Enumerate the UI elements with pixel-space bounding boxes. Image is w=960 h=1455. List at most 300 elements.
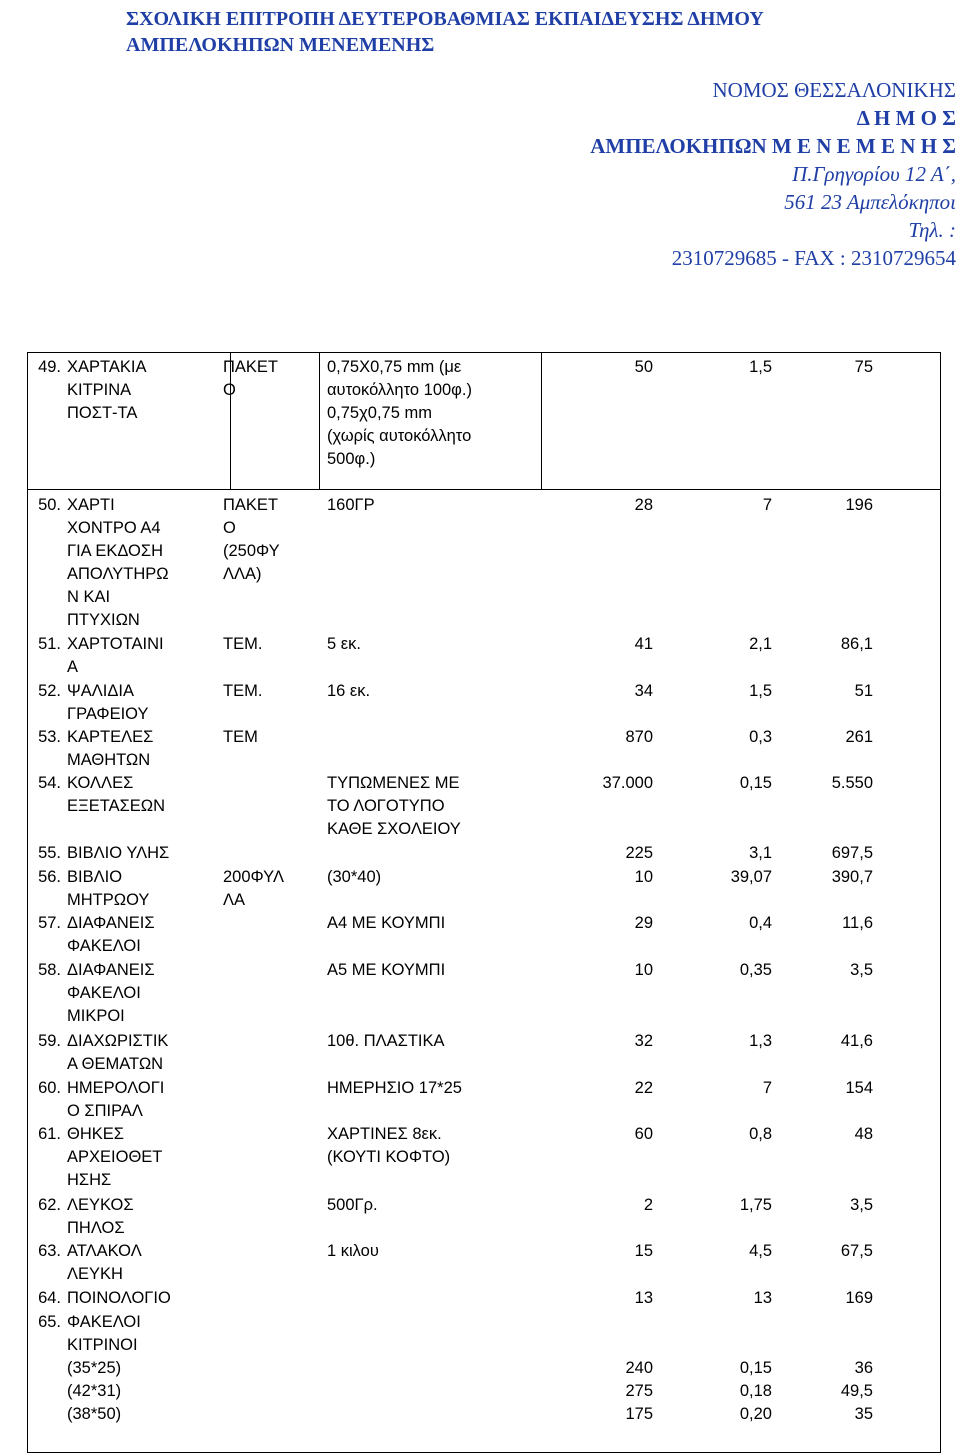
spacer-cell — [317, 772, 327, 842]
unit-price-cell — [659, 680, 780, 726]
cell-line: 1,5 — [749, 358, 772, 376]
table-row — [27, 1311, 915, 1452]
table-row — [27, 912, 915, 959]
cell-line: 3,1 — [749, 844, 772, 862]
quantity-cell — [535, 1240, 659, 1287]
cell-line: ΜΙΚΡΟΙ — [67, 1007, 125, 1025]
item-number: 52. — [38, 682, 61, 700]
cell-line: αυτοκόλλητο 100φ.) — [327, 381, 472, 399]
cell-line: (30*40) — [327, 868, 382, 886]
cell-line — [659, 1334, 772, 1357]
cell-line: ΧΑΡΤΙΝΕΣ 8εκ. — [327, 1125, 442, 1143]
item-name — [67, 633, 217, 679]
cell-line: 196 — [845, 496, 873, 514]
unit-cell — [223, 772, 317, 842]
cell-line: ΨΑΛΙΔΙΑ — [67, 682, 135, 700]
prefecture-line: ΝΟΜΟΣ ΘΕΣΣΑΛΟΝΙΚΗΣ — [712, 78, 956, 102]
quantity-cell — [535, 959, 659, 1030]
item-number: 53. — [38, 728, 61, 746]
item-name — [67, 680, 217, 726]
spacer-cell — [317, 1030, 327, 1077]
total-cell — [780, 866, 915, 912]
unit-cell — [223, 633, 317, 680]
unit-cell — [223, 959, 317, 1030]
cell-line: ΜΗΤΡΩΟΥ — [67, 891, 150, 909]
cell-line: 1,75 — [739, 1196, 772, 1214]
cell-line: 500φ.) — [327, 450, 376, 468]
quantity-cell — [535, 490, 659, 633]
description-cell — [327, 842, 535, 866]
item-name — [67, 1194, 217, 1240]
item-cell — [27, 726, 223, 772]
cell-line: ΘΗΚΕΣ — [67, 1125, 124, 1143]
item-name — [67, 959, 217, 1028]
description-cell — [327, 959, 535, 1030]
total-cell — [780, 726, 915, 772]
cell-line: 22 — [634, 1079, 653, 1097]
unit-price-cell — [659, 490, 780, 633]
item-name — [67, 842, 217, 865]
cell-line: 32 — [634, 1032, 653, 1050]
unit-price-cell — [659, 1287, 780, 1311]
cell-line: 0,20 — [739, 1405, 772, 1423]
quantity-cell — [535, 680, 659, 726]
cell-line: 37.000 — [602, 774, 653, 792]
item-name — [67, 494, 217, 632]
item-number: 57. — [38, 914, 61, 932]
item-cell — [27, 490, 223, 633]
total-cell — [780, 842, 915, 866]
unit-price-cell — [659, 1311, 780, 1452]
cell-line: 1,3 — [749, 1032, 772, 1050]
cell-line: 11,6 — [842, 914, 873, 932]
item-cell — [27, 772, 223, 842]
cell-line: Α5 ΜΕ ΚΟΥΜΠΙ — [327, 961, 446, 979]
quantity-cell — [535, 1311, 659, 1452]
cell-line: 0,18 — [739, 1382, 772, 1400]
total-cell — [780, 959, 915, 1030]
item-cell — [27, 352, 223, 490]
cell-line: (ΚΟΥΤΙ ΚΟΦΤΟ) — [327, 1148, 451, 1166]
item-number: 64. — [38, 1289, 61, 1307]
cell-line: 29 — [634, 914, 653, 932]
cell-line: ΓΡΑΦΕΙΟΥ — [67, 705, 149, 723]
cell-line: 0,15 — [739, 1359, 772, 1377]
cell-line: 28 — [634, 496, 653, 514]
description-cell — [327, 490, 535, 633]
cell-line: ΗΜΕΡΗΣΙΟ 17*25 — [327, 1079, 462, 1097]
cell-line: ΠΤΥΧΙΩΝ — [67, 611, 140, 629]
cell-line: 175 — [625, 1405, 653, 1423]
cell-line: ΧΑΡΤΑΚΙΑ — [67, 358, 147, 376]
quantity-cell — [535, 633, 659, 680]
cell-line: 390,7 — [831, 868, 873, 886]
phone-label-line: Τηλ. : — [908, 218, 956, 242]
cell-line: ΗΜΕΡΟΛΟΓΙ — [67, 1079, 165, 1097]
cell-line: 15 — [634, 1242, 653, 1260]
cell-line: Α4 ΜΕ ΚΟΥΜΠΙ — [327, 914, 446, 932]
cell-line: 0,35 — [739, 961, 772, 979]
cell-line: ΑΠΟΛΥΤΗΡΩ — [67, 565, 169, 583]
cell-line: ΤΕΜ. — [223, 682, 263, 700]
spacer-cell — [317, 352, 327, 490]
cell-line: 41 — [634, 635, 653, 653]
description-cell — [327, 772, 535, 842]
table-row — [27, 490, 915, 633]
item-number: 65. — [38, 1313, 61, 1331]
item-cell — [27, 1123, 223, 1194]
table-row — [27, 959, 915, 1030]
cell-line: (38*50) — [67, 1405, 122, 1423]
cell-line — [780, 1311, 873, 1334]
unit-cell — [223, 1287, 317, 1311]
cell-line: 2,1 — [749, 635, 772, 653]
cell-line: ΤΕΜ. — [223, 635, 263, 653]
cell-line: 5.550 — [831, 774, 873, 792]
item-name — [67, 772, 217, 818]
cell-line: 697,5 — [831, 844, 873, 862]
description-cell — [327, 1287, 535, 1311]
cell-line: ΧΑΡΤΟΤΑΙΝΙ — [67, 635, 164, 653]
unit-cell — [223, 866, 317, 912]
cell-line: ΛΛΑ) — [223, 565, 262, 583]
cell-line: Ο — [223, 381, 236, 399]
item-cell — [27, 842, 223, 866]
item-number: 49. — [38, 358, 61, 376]
committee-title-line1: ΣΧΟΛΙΚΗ ΕΠΙΤΡΟΠΗ ΔΕΥΤΕΡΟΒΑΘΜΙΑΣ ΕΚΠΑΙΔΕΥΣΗΣ ΔΗΜΟΥ — [126, 8, 764, 30]
spacer-cell — [317, 1123, 327, 1194]
quantity-cell — [535, 1030, 659, 1077]
cell-line: ΔΙΑΦΑΝΕΙΣ — [67, 961, 155, 979]
cell-line: (35*25) — [67, 1359, 122, 1377]
total-cell — [780, 352, 915, 490]
item-number: 62. — [38, 1196, 61, 1214]
cell-line: Ο — [223, 519, 236, 537]
item-number: 59. — [38, 1032, 61, 1050]
cell-line: 154 — [845, 1079, 873, 1097]
total-cell — [780, 1240, 915, 1287]
street-line: Π.Γρηγορίου 12 Α΄, — [792, 162, 956, 186]
total-cell — [780, 633, 915, 680]
cell-line: 34 — [634, 682, 653, 700]
cell-line: ΕΞΕΤΑΣΕΩΝ — [67, 797, 166, 815]
description-cell — [327, 1311, 535, 1452]
spacer-cell — [317, 959, 327, 1030]
spacer-cell — [317, 1077, 327, 1123]
item-number: 51. — [38, 635, 61, 653]
cell-line: ΦΑΚΕΛΟΙ — [67, 984, 141, 1002]
item-name — [67, 1311, 217, 1426]
item-cell — [27, 912, 223, 959]
cell-line: 200ΦΥΛ — [223, 868, 284, 886]
table-row — [27, 1030, 915, 1077]
cell-line: ΤΥΠΩΜΕΝΕΣ ΜΕ — [327, 774, 460, 792]
total-cell — [780, 1077, 915, 1123]
unit-cell — [223, 1123, 317, 1194]
cell-line: 500Γρ. — [327, 1196, 378, 1214]
total-cell — [780, 490, 915, 633]
table-border-bottom — [27, 1452, 941, 1453]
description-cell — [327, 352, 535, 490]
cell-line: (42*31) — [67, 1382, 122, 1400]
unit-cell — [223, 680, 317, 726]
item-name — [67, 1287, 217, 1310]
item-cell — [27, 1194, 223, 1240]
cell-line: 0,8 — [749, 1125, 772, 1143]
cell-line: ΔΙΑΧΩΡΙΣΤΙΚ — [67, 1032, 169, 1050]
total-cell — [780, 1287, 915, 1311]
item-name — [67, 1123, 217, 1192]
cell-line: Ο ΣΠΙΡΑΛ — [67, 1102, 143, 1120]
item-cell — [27, 1287, 223, 1311]
quantity-cell — [535, 866, 659, 912]
item-number: 50. — [38, 496, 61, 514]
cell-line — [535, 1334, 653, 1357]
unit-price-cell — [659, 772, 780, 842]
item-number: 54. — [38, 774, 61, 792]
spacer-cell — [317, 726, 327, 772]
table-row — [27, 866, 915, 912]
cell-line: ΑΡΧΕΙΟΘΕΤ — [67, 1148, 163, 1166]
description-cell — [327, 1030, 535, 1077]
unit-price-cell — [659, 1194, 780, 1240]
unit-price-cell — [659, 866, 780, 912]
municipality-address — [590, 76, 956, 272]
cell-line: 169 — [845, 1289, 873, 1307]
unit-cell — [223, 1194, 317, 1240]
cell-line: ΧΟΝΤΡΟ Α4 — [67, 519, 161, 537]
cell-line: 0,75Χ0,75 mm (με — [327, 358, 462, 376]
description-cell — [327, 1194, 535, 1240]
cell-line: 160ΓΡ — [327, 496, 375, 514]
spacer-cell — [317, 490, 327, 633]
unit-cell — [223, 1311, 317, 1452]
cell-line: ΛΕΥΚΗ — [67, 1265, 123, 1283]
cell-line: ΤΟ ΛΟΓΟΤΥΠΟ — [327, 797, 445, 815]
description-cell — [327, 912, 535, 959]
unit-price-cell — [659, 1030, 780, 1077]
item-cell — [27, 866, 223, 912]
unit-price-cell — [659, 633, 780, 680]
cell-line: 16 εκ. — [327, 682, 371, 700]
supplies-table — [27, 352, 915, 1452]
cell-line: 4,5 — [749, 1242, 772, 1260]
cell-line: 3,5 — [850, 1196, 873, 1214]
cell-line: 240 — [625, 1359, 653, 1377]
cell-line: 0,75χ0,75 mm — [327, 404, 432, 422]
committee-title — [126, 6, 764, 58]
item-number: 55. — [38, 844, 61, 862]
cell-line: 1,5 — [749, 682, 772, 700]
total-cell — [780, 1030, 915, 1077]
total-cell — [780, 680, 915, 726]
unit-price-cell — [659, 959, 780, 1030]
description-cell — [327, 726, 535, 772]
cell-line: 0,15 — [739, 774, 772, 792]
cell-line: 1 κιλου — [327, 1242, 379, 1260]
spacer-cell — [317, 912, 327, 959]
cell-line — [780, 1334, 873, 1357]
quantity-cell — [535, 772, 659, 842]
quantity-cell — [535, 352, 659, 490]
total-cell — [780, 1194, 915, 1240]
item-cell — [27, 959, 223, 1030]
cell-line: 67,5 — [840, 1242, 873, 1260]
cell-line: 10 — [634, 961, 653, 979]
cell-line: ΠΑΚΕΤ — [223, 358, 279, 376]
cell-line: ΒΙΒΛΙΟ — [67, 868, 123, 886]
cell-line: 13 — [753, 1289, 772, 1307]
cell-line: ΤΕΜ — [223, 728, 258, 746]
cell-line: (250ΦΥ — [223, 542, 280, 560]
unit-price-cell — [659, 352, 780, 490]
table-row — [27, 726, 915, 772]
item-cell — [27, 1311, 223, 1452]
cell-line: ΠΟΣΤ-ΤΑ — [67, 404, 138, 422]
cell-line: 10 — [634, 868, 653, 886]
table-row — [27, 633, 915, 680]
description-cell — [327, 680, 535, 726]
unit-cell — [223, 1030, 317, 1077]
description-cell — [327, 1123, 535, 1194]
cell-line: ΠΟΙΝΟΛΟΓΙΟ — [67, 1289, 171, 1307]
quantity-cell — [535, 1194, 659, 1240]
cell-line: ΚΙΤΡΙΝΑ — [67, 381, 132, 399]
cell-line: 48 — [854, 1125, 873, 1143]
cell-line: 261 — [845, 728, 873, 746]
cell-line — [535, 1311, 653, 1334]
table-row — [27, 1240, 915, 1287]
cell-line: 10θ. ΠΛΑΣΤΙΚΑ — [327, 1032, 445, 1050]
spacer-cell — [317, 842, 327, 866]
quantity-cell — [535, 912, 659, 959]
municipality-name-line: ΑΜΠΕΛΟΚΗΠΩΝ Μ Ε Ν Ε Μ Ε Ν Η Σ — [590, 134, 956, 158]
cell-line: 49,5 — [840, 1382, 873, 1400]
cell-line: ΦΑΚΕΛΟΙ — [67, 937, 141, 955]
cell-line: ΚΑΡΤΕΛΕΣ — [67, 728, 154, 746]
cell-line: 870 — [625, 728, 653, 746]
item-number: 60. — [38, 1079, 61, 1097]
spacer-cell — [317, 1240, 327, 1287]
unit-cell — [223, 726, 317, 772]
cell-line: 36 — [854, 1359, 873, 1377]
table-row — [27, 352, 915, 490]
cell-line: 275 — [625, 1382, 653, 1400]
cell-line: 0,3 — [749, 728, 772, 746]
cell-line: 35 — [854, 1405, 873, 1423]
description-cell — [327, 1240, 535, 1287]
spacer-cell — [317, 633, 327, 680]
unit-price-cell — [659, 912, 780, 959]
cell-line: ΓΙΑ ΕΚΔΟΣΗ — [67, 542, 163, 560]
cell-line: ΠΑΚΕΤ — [223, 496, 279, 514]
item-number: 61. — [38, 1125, 61, 1143]
cell-line: Ν ΚΑΙ — [67, 588, 111, 606]
total-cell — [780, 772, 915, 842]
cell-line: 5 εκ. — [327, 635, 361, 653]
item-cell — [27, 1030, 223, 1077]
cell-line: 51 — [854, 682, 873, 700]
unit-price-cell — [659, 1077, 780, 1123]
cell-line: ΜΑΘΗΤΩΝ — [67, 751, 151, 769]
quantity-cell — [535, 1123, 659, 1194]
table-border-right — [940, 352, 941, 1453]
cell-line: 50 — [634, 358, 653, 376]
table-row — [27, 1194, 915, 1240]
item-name — [67, 1030, 217, 1076]
cell-line: ΚΟΛΛΕΣ — [67, 774, 134, 792]
description-cell — [327, 866, 535, 912]
cell-line: 2 — [643, 1196, 653, 1214]
cell-line: ΗΣΗΣ — [67, 1171, 112, 1189]
item-name — [67, 912, 217, 958]
quantity-cell — [535, 1287, 659, 1311]
unit-price-cell — [659, 1123, 780, 1194]
description-cell — [327, 1077, 535, 1123]
spacer-cell — [317, 866, 327, 912]
cell-line: ΛΕΥΚΟΣ — [67, 1196, 134, 1214]
cell-line: ΚΑΘΕ ΣΧΟΛΕΙΟΥ — [327, 820, 461, 838]
cell-line: ΠΗΛΟΣ — [67, 1219, 125, 1237]
spacer-cell — [317, 1194, 327, 1240]
table-row — [27, 680, 915, 726]
postal-line: 561 23 Αμπελόκηποι — [784, 190, 956, 214]
unit-cell — [223, 490, 317, 633]
committee-title-line2: ΑΜΠΕΛΟΚΗΠΩΝ ΜΕΝΕΜΕΝΗΣ — [126, 34, 435, 56]
cell-line: Α — [67, 658, 79, 676]
phone-fax-line: 2310729685 - FAX : 2310729654 — [671, 246, 956, 270]
quantity-cell — [535, 726, 659, 772]
table-row — [27, 1123, 915, 1194]
cell-line: 225 — [625, 844, 653, 862]
unit-price-cell — [659, 842, 780, 866]
item-cell — [27, 633, 223, 680]
cell-line: 7 — [762, 1079, 772, 1097]
table-row — [27, 842, 915, 866]
total-cell — [780, 912, 915, 959]
table-row — [27, 1077, 915, 1123]
spacer-cell — [317, 1311, 327, 1452]
cell-line: 7 — [762, 496, 772, 514]
cell-line: ΚΙΤΡΙΝΟΙ — [67, 1336, 138, 1354]
item-cell — [27, 1240, 223, 1287]
cell-line: 60 — [634, 1125, 653, 1143]
description-cell — [327, 633, 535, 680]
unit-cell — [223, 912, 317, 959]
cell-line: ΧΑΡΤΙ — [67, 496, 115, 514]
unit-price-cell — [659, 1240, 780, 1287]
item-number: 63. — [38, 1242, 61, 1260]
quantity-cell — [535, 1077, 659, 1123]
cell-line: ΑΤΛΑΚΟΛ — [67, 1242, 142, 1260]
unit-cell — [223, 1240, 317, 1287]
spacer-cell — [317, 1287, 327, 1311]
municipality-line: Δ Η Μ Ο Σ — [856, 106, 956, 130]
unit-cell — [223, 352, 317, 490]
cell-line: 3,5 — [850, 961, 873, 979]
item-cell — [27, 1077, 223, 1123]
item-name — [67, 866, 217, 912]
item-name — [67, 1240, 217, 1286]
cell-line: Α ΘΕΜΑΤΩΝ — [67, 1055, 164, 1073]
cell-line — [659, 1311, 772, 1334]
item-cell — [27, 680, 223, 726]
cell-line: ΔΙΑΦΑΝΕΙΣ — [67, 914, 155, 932]
table-row — [27, 1287, 915, 1311]
unit-price-cell — [659, 726, 780, 772]
cell-line: ΒΙΒΛΙΟ ΥΛΗΣ — [67, 844, 170, 862]
quantity-cell — [535, 842, 659, 866]
